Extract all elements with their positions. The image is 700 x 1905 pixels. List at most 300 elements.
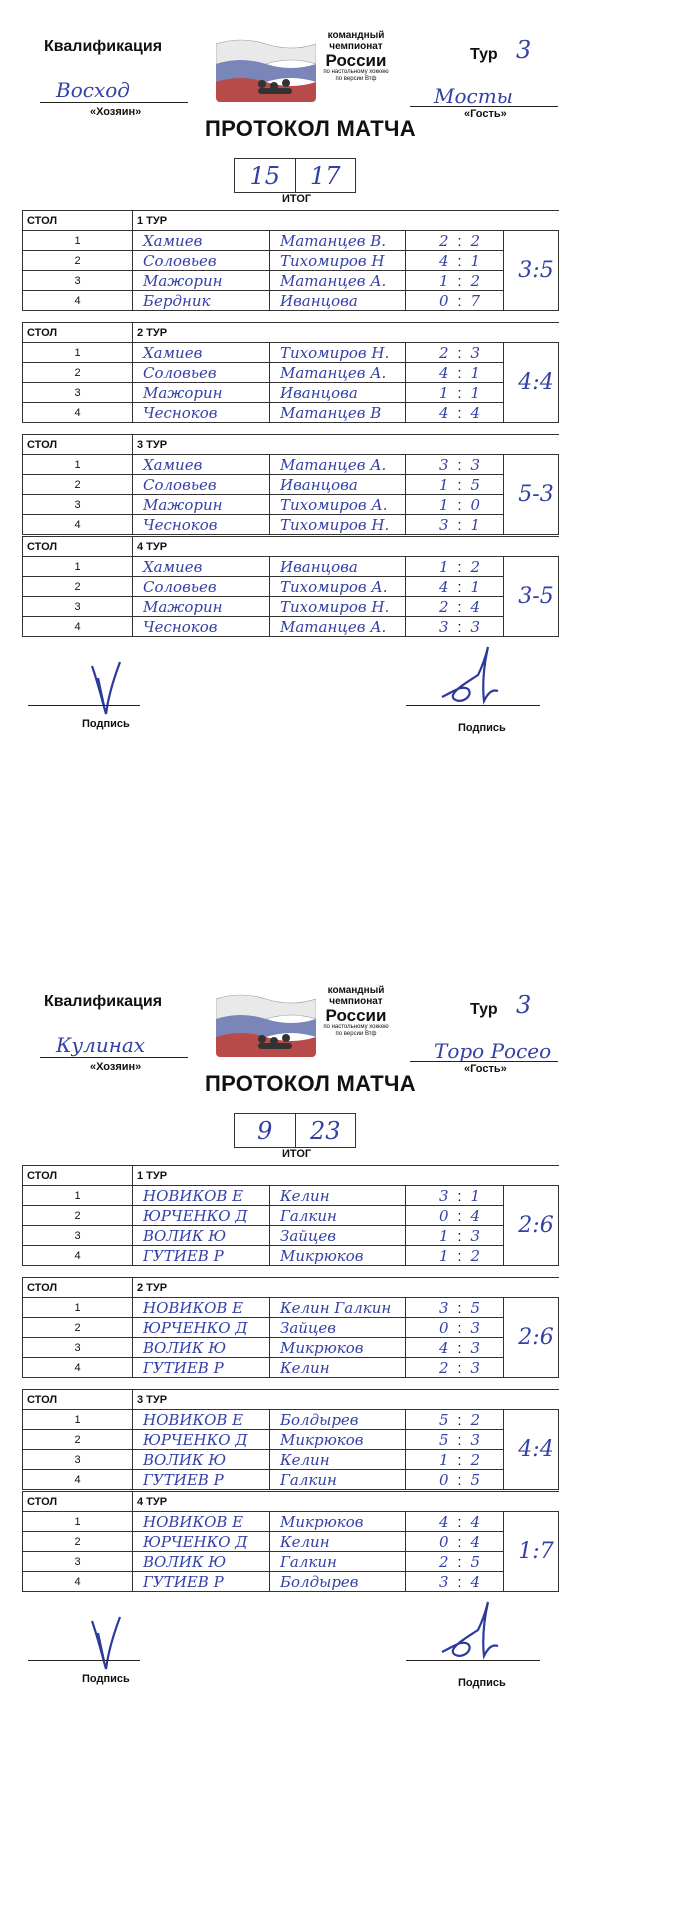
signature-right-line	[406, 705, 540, 706]
round-total: 2:6	[504, 1186, 559, 1266]
match-row	[23, 1206, 559, 1226]
game-score: 1 : 0	[406, 495, 504, 515]
home-player: ЮРЧЕНКО Д	[133, 1318, 270, 1338]
score-home: 2	[438, 1358, 449, 1377]
score-home: 0	[438, 1532, 449, 1551]
score-away: 4	[470, 1206, 481, 1225]
game-score: 1 : 2	[406, 271, 504, 291]
logo-caption	[318, 985, 394, 1038]
game-score: 5 : 3	[406, 1430, 504, 1450]
round-total: 1:7	[504, 1512, 559, 1592]
game-score: 2 : 4	[406, 597, 504, 617]
match-row	[23, 515, 559, 535]
table-number: 3	[23, 495, 133, 515]
round-table	[22, 1277, 559, 1378]
score-home: 2	[438, 343, 449, 362]
table-column-header: СТОЛ	[23, 1278, 133, 1298]
tour-label: Тур	[470, 46, 498, 63]
final-score-home: 15	[249, 161, 281, 190]
table-number: 2	[23, 1318, 133, 1338]
round-table	[22, 536, 559, 637]
away-player: Тихомиров Н.	[270, 597, 406, 617]
table-column-header: СТОЛ	[23, 1492, 133, 1512]
table-number: 3	[23, 1226, 133, 1246]
score-home: 0	[438, 1470, 449, 1489]
table-number: 1	[23, 231, 133, 251]
match-row	[23, 231, 559, 251]
score-home: 1	[438, 1450, 449, 1469]
score-home: 0	[438, 1318, 449, 1337]
away-player: Зайцев	[270, 1226, 406, 1246]
home-player: Хамиев	[133, 343, 270, 363]
game-score: 0 : 5	[406, 1470, 504, 1490]
home-player: НОВИКОВ Е	[133, 1512, 270, 1532]
final-score-home: 9	[257, 1116, 273, 1145]
away-player: Матанцев В	[270, 403, 406, 423]
away-player: Микрюков	[270, 1246, 406, 1266]
score-away: 4	[470, 1572, 481, 1591]
home-player: ЮРЧЕНКО Д	[133, 1206, 270, 1226]
game-score: 2 : 3	[406, 1358, 504, 1378]
logo-caption	[318, 30, 394, 83]
championship-logo	[216, 36, 316, 102]
round-total: 4:4	[504, 343, 559, 423]
match-row	[23, 1552, 559, 1572]
table-number: 4	[23, 291, 133, 311]
match-row	[23, 475, 559, 495]
away-player: Матанцев А.	[270, 271, 406, 291]
away-player: Галкин	[270, 1552, 406, 1572]
game-score: 3 : 1	[406, 1186, 504, 1206]
score-home: 4	[438, 577, 449, 596]
host-team-name: Кулинах	[56, 1033, 146, 1057]
home-player: Бердник	[133, 291, 270, 311]
home-player: Чесноков	[133, 617, 270, 637]
guest-label: «Гость»	[464, 108, 507, 120]
away-player: Иванцова	[270, 383, 406, 403]
home-player: НОВИКОВ Е	[133, 1186, 270, 1206]
round-total: 5-3	[504, 455, 559, 535]
home-player: ЮРЧЕНКО Д	[133, 1430, 270, 1450]
logo-line: чемпионат	[329, 41, 383, 52]
logo-line: России	[325, 51, 387, 70]
table-number: 4	[23, 1572, 133, 1592]
score-away: 3	[470, 1430, 481, 1449]
score-home: 5	[438, 1430, 449, 1449]
match-row	[23, 557, 559, 577]
table-number: 1	[23, 557, 133, 577]
table-number: 2	[23, 1430, 133, 1450]
score-away: 3	[470, 617, 481, 636]
score-away: 5	[470, 475, 481, 494]
table-column-header: СТОЛ	[23, 435, 133, 455]
home-player: ГУТИЕВ Р	[133, 1470, 270, 1490]
score-home: 1	[438, 475, 449, 494]
tour-label: Тур	[470, 1001, 498, 1018]
score-home: 0	[438, 1206, 449, 1225]
logo-line: по настольному хоккею	[323, 1024, 389, 1030]
table-column-header: СТОЛ	[23, 537, 133, 557]
signature-left-line	[28, 705, 140, 706]
game-score: 3 : 3	[406, 455, 504, 475]
game-score: 0 : 7	[406, 291, 504, 311]
score-away: 3	[470, 455, 481, 474]
score-away: 1	[470, 383, 481, 402]
match-row	[23, 455, 559, 475]
round-total: 2:6	[504, 1298, 559, 1378]
home-player: Соловьев	[133, 251, 270, 271]
round-label: 2 ТУР	[133, 1278, 559, 1298]
logo-line: командный	[327, 985, 385, 996]
score-away: 5	[470, 1552, 481, 1571]
host-label: «Хозяин»	[90, 1061, 142, 1073]
home-player: ВОЛИК Ю	[133, 1338, 270, 1358]
match-protocol	[0, 0, 700, 950]
round-table	[22, 1491, 559, 1592]
table-number: 4	[23, 515, 133, 535]
score-home: 3	[438, 1572, 449, 1591]
away-player: Тихомиров А.	[270, 495, 406, 515]
score-away: 7	[470, 291, 481, 310]
guest-team-name: Мосты	[434, 84, 513, 108]
logo-line: России	[325, 1006, 387, 1025]
home-player: ВОЛИК Ю	[133, 1450, 270, 1470]
score-away: 2	[470, 557, 481, 576]
table-number: 1	[23, 1512, 133, 1532]
round-total: 4:4	[504, 1410, 559, 1490]
round-total: 3-5	[504, 557, 559, 637]
match-row	[23, 1470, 559, 1490]
guest-line	[410, 1061, 558, 1062]
match-row	[23, 343, 559, 363]
score-home: 1	[438, 383, 449, 402]
match-row	[23, 577, 559, 597]
game-score: 3 : 3	[406, 617, 504, 637]
score-home: 4	[438, 251, 449, 270]
score-away: 2	[470, 271, 481, 290]
signature-left-line	[28, 1660, 140, 1661]
score-away: 1	[470, 251, 481, 270]
game-score: 1 : 2	[406, 1246, 504, 1266]
score-home: 4	[438, 403, 449, 422]
away-player: Микрюков	[270, 1430, 406, 1450]
game-score: 5 : 2	[406, 1410, 504, 1430]
game-score: 4 : 1	[406, 577, 504, 597]
match-row	[23, 1246, 559, 1266]
game-score: 2 : 5	[406, 1552, 504, 1572]
score-home: 3	[438, 1186, 449, 1205]
home-player: Хамиев	[133, 557, 270, 577]
match-row	[23, 597, 559, 617]
score-home: 4	[438, 1512, 449, 1531]
away-player: Тихомиров Н.	[270, 343, 406, 363]
table-number: 4	[23, 1358, 133, 1378]
away-player: Келин	[270, 1532, 406, 1552]
away-player: Галкин	[270, 1206, 406, 1226]
score-away: 3	[470, 1318, 481, 1337]
round-total: 3:5	[504, 231, 559, 311]
game-score: 3 : 1	[406, 515, 504, 535]
score-home: 1	[438, 271, 449, 290]
home-player: Чесноков	[133, 403, 270, 423]
total-label: ИТОГ	[282, 1148, 312, 1160]
match-row	[23, 1298, 559, 1318]
game-score: 1 : 5	[406, 475, 504, 495]
home-player: Мажорин	[133, 597, 270, 617]
stage-label: Квалификация	[44, 993, 163, 1010]
score-away: 2	[470, 1410, 481, 1429]
score-away: 0	[470, 495, 481, 514]
score-away: 1	[470, 577, 481, 596]
table-number: 3	[23, 383, 133, 403]
score-away: 3	[470, 1358, 481, 1377]
home-player: Соловьев	[133, 577, 270, 597]
game-score: 4 : 4	[406, 403, 504, 423]
round-table	[22, 1165, 559, 1266]
match-row	[23, 271, 559, 291]
game-score: 4 : 3	[406, 1338, 504, 1358]
signature-right-line	[406, 1660, 540, 1661]
guest-team-name: Торо Росео	[434, 1039, 552, 1063]
protocol-title: ПРОТОКОЛ МАТЧА	[205, 116, 416, 141]
score-home: 4	[438, 1338, 449, 1357]
away-player: Келин	[270, 1186, 406, 1206]
table-number: 4	[23, 617, 133, 637]
tour-number: 3	[516, 36, 532, 64]
match-row	[23, 1358, 559, 1378]
score-away: 4	[470, 1512, 481, 1531]
score-away: 4	[470, 403, 481, 422]
match-protocol	[0, 955, 700, 1905]
home-player: Хамиев	[133, 455, 270, 475]
score-away: 2	[470, 1450, 481, 1469]
match-row	[23, 1512, 559, 1532]
away-player: Тихомиров А.	[270, 577, 406, 597]
match-row	[23, 1532, 559, 1552]
away-player: Келин	[270, 1358, 406, 1378]
round-table	[22, 1389, 559, 1490]
score-home: 3	[438, 515, 449, 534]
home-player: Соловьев	[133, 363, 270, 383]
score-home: 1	[438, 495, 449, 514]
score-home: 2	[438, 231, 449, 250]
round-label: 2 ТУР	[133, 323, 559, 343]
table-column-header: СТОЛ	[23, 1390, 133, 1410]
guest-label: «Гость»	[464, 1063, 507, 1075]
home-player: Мажорин	[133, 383, 270, 403]
table-number: 1	[23, 343, 133, 363]
score-home: 2	[438, 597, 449, 616]
tour-number: 3	[516, 991, 532, 1019]
home-player: Мажорин	[133, 495, 270, 515]
away-player: Матанцев А.	[270, 363, 406, 383]
logo-line: по версии Втф	[335, 76, 377, 82]
table-number: 2	[23, 577, 133, 597]
score-away: 1	[470, 1186, 481, 1205]
game-score: 2 : 3	[406, 343, 504, 363]
logo-line: по настольному хоккею	[323, 69, 389, 75]
home-player: ВОЛИК Ю	[133, 1552, 270, 1572]
score-home: 1	[438, 557, 449, 576]
home-player: ЮРЧЕНКО Д	[133, 1532, 270, 1552]
final-score-box	[234, 158, 356, 193]
score-home: 0	[438, 291, 449, 310]
match-row	[23, 363, 559, 383]
match-row	[23, 1186, 559, 1206]
match-row	[23, 1430, 559, 1450]
table-number: 3	[23, 597, 133, 617]
score-away: 3	[470, 343, 481, 362]
game-score: 3 : 5	[406, 1298, 504, 1318]
away-player: Иванцова	[270, 557, 406, 577]
home-player: Мажорин	[133, 271, 270, 291]
round-label: 3 ТУР	[133, 1390, 559, 1410]
score-away: 3	[470, 1338, 481, 1357]
score-home: 1	[438, 1226, 449, 1245]
home-player: Чесноков	[133, 515, 270, 535]
game-score: 1 : 2	[406, 557, 504, 577]
match-row	[23, 1450, 559, 1470]
score-home: 3	[438, 617, 449, 636]
table-number: 2	[23, 1206, 133, 1226]
away-player: Иванцова	[270, 475, 406, 495]
away-player: Тихомиров Н	[270, 251, 406, 271]
home-player: Соловьев	[133, 475, 270, 495]
stage-label: Квалификация	[44, 38, 163, 55]
table-number: 1	[23, 455, 133, 475]
game-score: 1 : 2	[406, 1450, 504, 1470]
away-player: Тихомиров Н.	[270, 515, 406, 535]
match-row	[23, 1410, 559, 1430]
signature-left-mark	[78, 1613, 128, 1673]
table-number: 3	[23, 1450, 133, 1470]
match-row	[23, 1226, 559, 1246]
game-score: 0 : 4	[406, 1532, 504, 1552]
score-home: 3	[438, 455, 449, 474]
away-player: Келин Галкин	[270, 1298, 406, 1318]
score-away: 5	[470, 1470, 481, 1489]
championship-logo	[216, 991, 316, 1057]
round-table	[22, 210, 559, 311]
protocol-title: ПРОТОКОЛ МАТЧА	[205, 1071, 416, 1096]
guest-line	[410, 106, 558, 107]
logo-line: по версии Втф	[335, 1031, 377, 1037]
match-row	[23, 1318, 559, 1338]
away-player: Зайцев	[270, 1318, 406, 1338]
table-number: 1	[23, 1298, 133, 1318]
score-home: 1	[438, 1246, 449, 1265]
table-column-header: СТОЛ	[23, 1166, 133, 1186]
host-team-name: Восход	[56, 78, 130, 102]
score-home: 3	[438, 1298, 449, 1317]
final-score-away: 23	[295, 1114, 356, 1147]
game-score: 4 : 1	[406, 363, 504, 383]
score-away: 2	[470, 231, 481, 250]
home-player: ГУТИЕВ Р	[133, 1572, 270, 1592]
final-score-box	[234, 1113, 356, 1148]
game-score: 3 : 4	[406, 1572, 504, 1592]
table-number: 1	[23, 1410, 133, 1430]
table-number: 3	[23, 1338, 133, 1358]
away-player: Микрюков	[270, 1512, 406, 1532]
table-number: 4	[23, 1470, 133, 1490]
score-away: 1	[470, 515, 481, 534]
table-column-header: СТОЛ	[23, 323, 133, 343]
away-player: Матанцев А.	[270, 617, 406, 637]
home-player: ГУТИЕВ Р	[133, 1246, 270, 1266]
score-away: 4	[470, 1532, 481, 1551]
match-row	[23, 495, 559, 515]
home-player: Хамиев	[133, 231, 270, 251]
match-row	[23, 251, 559, 271]
signature-right-label: Подпись	[458, 1677, 506, 1689]
away-player: Болдырев	[270, 1572, 406, 1592]
score-away: 5	[470, 1298, 481, 1317]
round-label: 4 ТУР	[133, 1492, 559, 1512]
round-label: 4 ТУР	[133, 537, 559, 557]
away-player: Иванцова	[270, 291, 406, 311]
host-label: «Хозяин»	[90, 106, 142, 118]
away-player: Матанцев А.	[270, 455, 406, 475]
game-score: 2 : 2	[406, 231, 504, 251]
score-away: 4	[470, 597, 481, 616]
signature-left-mark	[78, 658, 128, 718]
game-score: 0 : 4	[406, 1206, 504, 1226]
logo-line: чемпионат	[329, 996, 383, 1007]
away-player: Келин	[270, 1450, 406, 1470]
table-number: 2	[23, 251, 133, 271]
home-player: ВОЛИК Ю	[133, 1226, 270, 1246]
game-score: 1 : 3	[406, 1226, 504, 1246]
match-row	[23, 403, 559, 423]
round-table	[22, 434, 559, 535]
away-player: Болдырев	[270, 1410, 406, 1430]
total-label: ИТОГ	[282, 193, 312, 205]
round-label: 3 ТУР	[133, 435, 559, 455]
table-number: 1	[23, 1186, 133, 1206]
score-away: 1	[470, 363, 481, 382]
signature-right-label: Подпись	[458, 722, 506, 734]
host-line	[40, 102, 188, 103]
score-home: 2	[438, 1552, 449, 1571]
score-home: 5	[438, 1410, 449, 1429]
table-number: 2	[23, 475, 133, 495]
round-label: 1 ТУР	[133, 211, 559, 231]
table-number: 4	[23, 403, 133, 423]
match-row	[23, 1572, 559, 1592]
score-away: 3	[470, 1226, 481, 1245]
home-player: ГУТИЕВ Р	[133, 1358, 270, 1378]
table-number: 3	[23, 1552, 133, 1572]
table-number: 4	[23, 1246, 133, 1266]
score-home: 4	[438, 363, 449, 382]
match-row	[23, 291, 559, 311]
table-number: 2	[23, 1532, 133, 1552]
home-player: НОВИКОВ Е	[133, 1298, 270, 1318]
table-number: 3	[23, 271, 133, 291]
game-score: 4 : 1	[406, 251, 504, 271]
game-score: 4 : 4	[406, 1512, 504, 1532]
match-row	[23, 1338, 559, 1358]
away-player: Галкин	[270, 1470, 406, 1490]
signature-left-label: Подпись	[82, 718, 130, 730]
match-row	[23, 383, 559, 403]
table-number: 2	[23, 363, 133, 383]
round-label: 1 ТУР	[133, 1166, 559, 1186]
match-row	[23, 617, 559, 637]
logo-line: командный	[327, 30, 385, 41]
round-table	[22, 322, 559, 423]
